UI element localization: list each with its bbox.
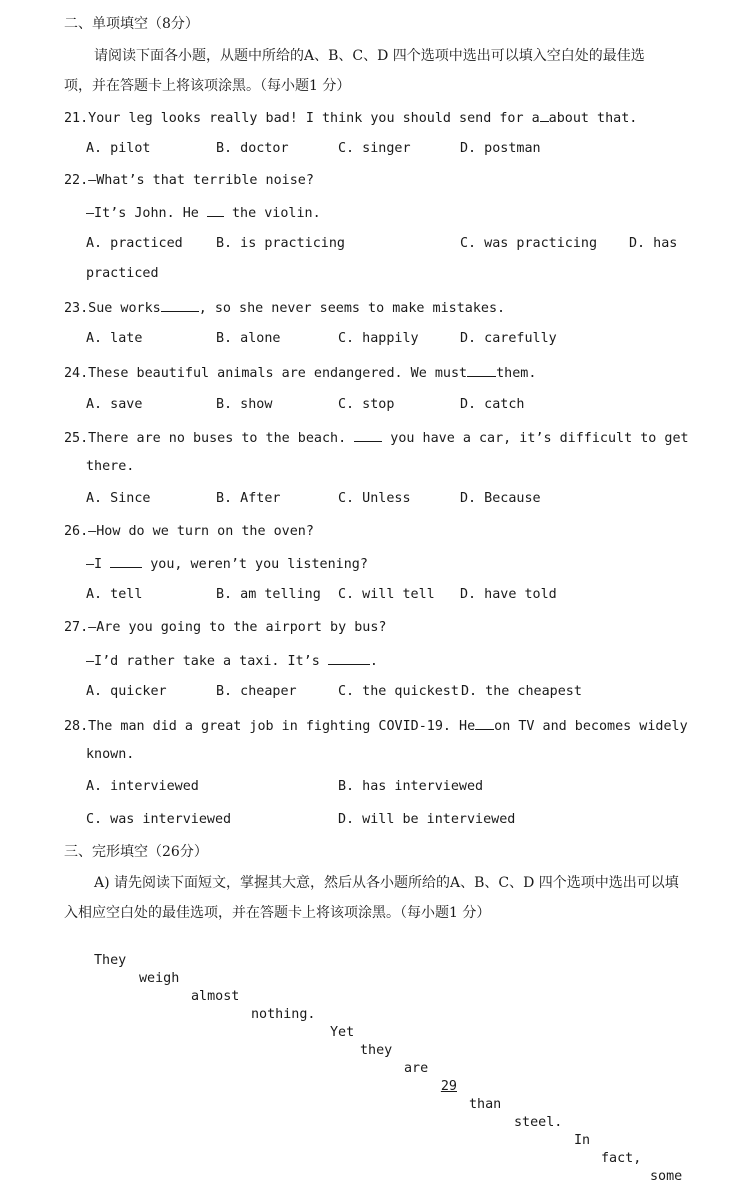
q25-option-c: C. Unless <box>338 491 411 506</box>
q26-option-c: C. will tell <box>338 587 435 602</box>
passage-word: almost <box>191 989 240 1004</box>
section2-heading: 二、单项填空（8分） <box>64 16 199 32</box>
q28-option-d: D. will be interviewed <box>338 812 516 827</box>
answer-blank <box>467 363 496 377</box>
passage-word: weigh <box>139 971 180 986</box>
q28-text-a: 28.The man did a great job in fighting COVID-19. He <box>64 719 476 734</box>
q24-option-b: B. show <box>216 397 273 412</box>
passage-word: They <box>94 953 127 968</box>
answer-blank <box>540 108 549 122</box>
question-28 <box>64 716 688 736</box>
q26-text-b: you, weren’t you listening? <box>142 557 368 572</box>
answer-blank <box>110 554 142 568</box>
q27-option-a: A. quicker <box>86 684 167 699</box>
q22-option-d-continued: practiced <box>86 266 159 281</box>
passage-word: than <box>469 1097 502 1112</box>
q22-text-b: the violin. <box>223 206 321 221</box>
section2-intro-line1: 请阅读下面各小题，从题中所给的A、B、C、D 四个选项中选出可以填入空白处的最佳选 <box>94 48 645 64</box>
q26-option-a: A. tell <box>86 587 143 602</box>
q28-option-c: C. was interviewed <box>86 812 232 827</box>
q26-option-d: D. have told <box>460 587 557 602</box>
q22-option-c: C. was practicing <box>460 236 598 251</box>
passage-word: Yet <box>330 1025 355 1040</box>
q27-option-b: B. cheaper <box>216 684 297 699</box>
section3-intro-line2: 入相应空白处的最佳选项，并在答题卡上将该项涂黑。（每小题1 分） <box>64 905 491 921</box>
q27-text-a: —I’d rather take a taxi. It’s <box>86 654 328 669</box>
q21-text-b: about that. <box>548 111 638 126</box>
q25-text-b: you have a car, it’s difficult to get <box>382 431 689 446</box>
q23-option-c: C. happily <box>338 331 419 346</box>
q25-text-a: 25.There are no buses to the beach. <box>64 431 355 446</box>
passage-word: fact, <box>601 1151 642 1166</box>
answer-blank <box>161 298 199 312</box>
q21-option-d: D. postman <box>460 141 541 156</box>
passage-word: In <box>574 1133 591 1148</box>
section3-heading: 三、完形填空（26分） <box>64 844 208 860</box>
q22-option-d: D. has <box>629 236 678 251</box>
q22-option-b: B. is practicing <box>216 236 345 251</box>
q28-option-b: B. has interviewed <box>338 779 484 794</box>
q23-text-b: , so she never seems to make mistakes. <box>198 301 506 316</box>
q23-option-d: D. carefully <box>460 331 557 346</box>
question-21 <box>64 108 637 128</box>
q24-text-a: 24.These beautiful animals are endangered. We must <box>64 366 468 381</box>
passage-word: steel. <box>514 1115 563 1130</box>
q22-option-a: A. practiced <box>86 236 183 251</box>
q24-option-d: D. catch <box>460 397 525 412</box>
q26-option-b: B. am telling <box>216 587 321 602</box>
q27-option-d: D. the cheapest <box>461 684 582 699</box>
passage-word: are <box>404 1061 429 1076</box>
q21-option-c: C. singer <box>338 141 411 156</box>
blank-29: 29 <box>440 1079 457 1094</box>
q21-text-a: 21.Your leg looks really bad! I think you should send for a <box>64 111 540 126</box>
answer-blank <box>328 651 370 665</box>
q24-option-a: A. save <box>86 397 143 412</box>
section2-intro-line2: 项，并在答题卡上将该项涂黑。（每小题1 分） <box>64 78 351 94</box>
q21-option-b: B. doctor <box>216 141 289 156</box>
q23-option-b: B. alone <box>216 331 281 346</box>
q25-option-d: D. Because <box>460 491 541 506</box>
q21-option-a: A. pilot <box>86 141 151 156</box>
question-25 <box>64 428 689 448</box>
q26-text-a: —I <box>86 557 111 572</box>
q25-option-b: B. After <box>216 491 281 506</box>
question-27: 27.—Are you going to the airport by bus? <box>64 620 387 635</box>
q23-option-a: A. late <box>86 331 143 346</box>
q22-response <box>86 203 321 223</box>
q23-text-a: 23.Sue works <box>64 301 161 316</box>
q24-option-c: C. stop <box>338 397 395 412</box>
q25-option-a: A. Since <box>86 491 151 506</box>
q24-text-b: them. <box>496 366 537 381</box>
answer-blank <box>207 203 224 217</box>
section3-intro-line1: A) 请先阅读下面短文，掌握其大意，然后从各小题所给的A、B、C、D 四个选项中选出可以填 <box>94 875 679 891</box>
q27-option-c: C. the quickest <box>338 684 459 699</box>
question-25-continued: there. <box>86 459 135 474</box>
passage-word: some <box>650 1169 683 1184</box>
question-26: 26.—How do we turn on the oven? <box>64 524 314 539</box>
answer-blank <box>354 428 382 442</box>
passage-word: they <box>360 1043 393 1058</box>
question-23 <box>64 298 505 318</box>
passage-first-line <box>94 934 683 1204</box>
q26-response <box>86 554 368 574</box>
answer-blank <box>475 716 494 730</box>
question-22: 22.—What’s that terrible noise? <box>64 173 314 188</box>
question-24 <box>64 363 536 383</box>
question-28-continued: known. <box>86 747 135 762</box>
q28-text-b: on TV and becomes widely <box>494 719 688 734</box>
q27-text-b: . <box>369 654 378 669</box>
passage-word: nothing. <box>251 1007 316 1022</box>
q28-option-a: A. interviewed <box>86 779 199 794</box>
q22-text-a: —It’s John. He <box>86 206 207 221</box>
q27-response <box>86 651 378 671</box>
